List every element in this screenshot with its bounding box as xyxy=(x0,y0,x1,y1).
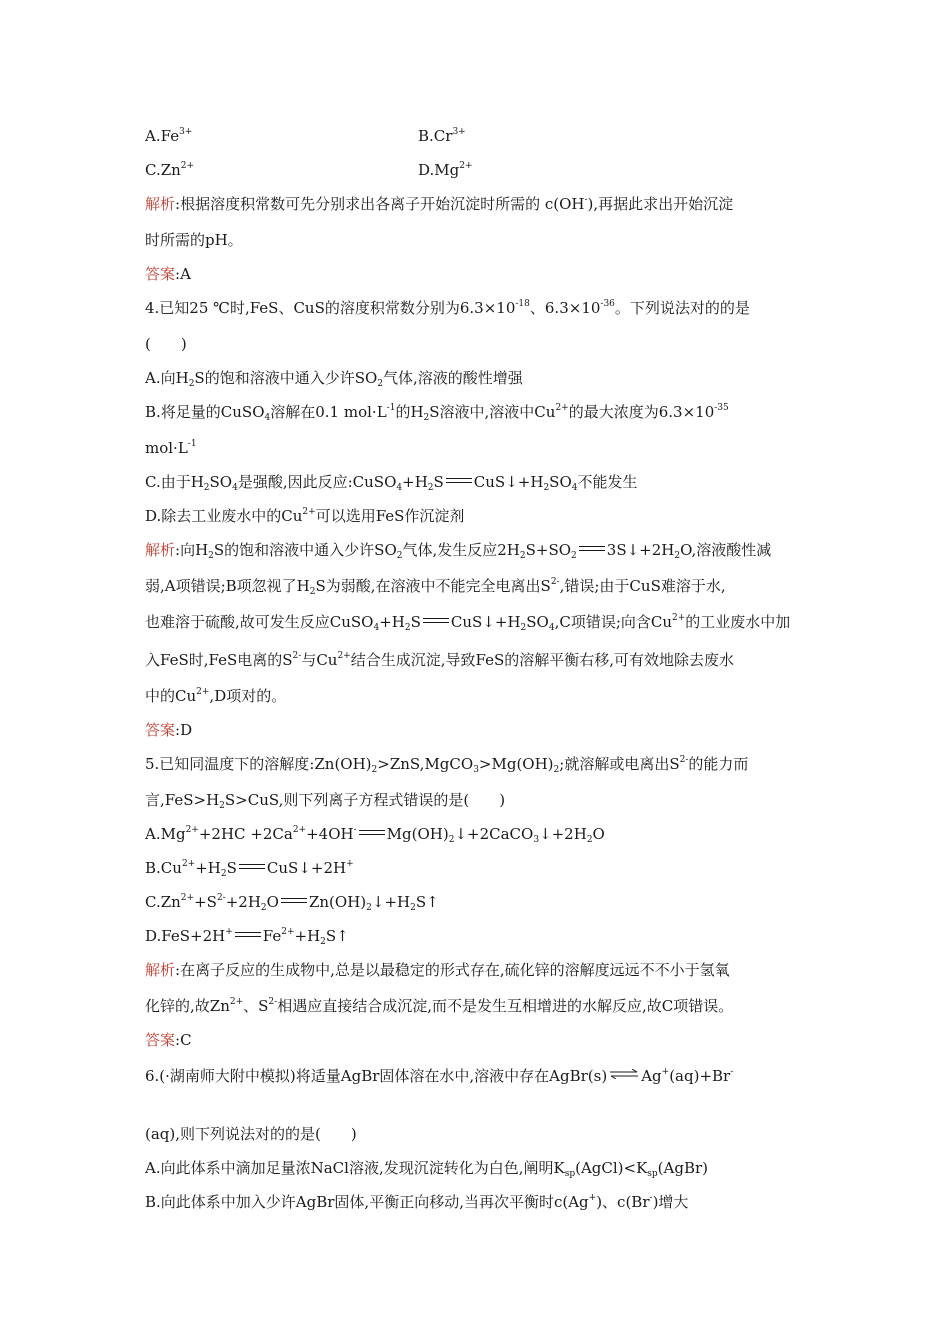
equals-sign-icon xyxy=(423,618,449,623)
q4-option-b-line-2: $mol\cdot L^{-1}$ xyxy=(145,439,197,457)
q3-options-row-2 xyxy=(145,158,815,182)
q3-analysis-line-2: 时所需的pH。 xyxy=(145,231,243,249)
q4-answer: 答案:D xyxy=(145,721,193,739)
q5-option-a: $A.Mg^{2+}+2HC +2Ca^{2+}+4OH^-$ $Mg(OH)_2↓+2CaCO_3↓+2H_2O$ xyxy=(145,825,605,845)
q5-option-c: $C.Zn^{2+}+S^{2-}+2H_2O$ $Zn(OH)_2↓+H_2S↑$ xyxy=(145,893,439,913)
analysis-label: 解析 xyxy=(145,195,176,213)
q4-analysis-line-2: 弱,A项错误;B项忽视了$H_2S$为弱酸,在溶液中不能完全电离出$S^{2-}$,错误;由于CuS难溶于水, xyxy=(145,577,726,597)
q5-analysis-line-2: 化锌的,故$Zn^{2+}$、$S^{2-}$相遇应直接结合成沉淀,而不是发生互相增进的水解反应,故C项错误。 xyxy=(145,997,734,1015)
q4-analysis-line-3: 也难溶于硫酸,故可发生反应$CuSO_4+H_2S$ $CuS↓+H_2SO_4,C$项错误;向含$Cu^{2+}$的工业废水中加 xyxy=(145,613,791,633)
reversible-arrow-icon xyxy=(609,1069,639,1079)
q4-stem-line-2: ( ) xyxy=(145,335,187,353)
q5-option-d: D.FeS+2H+ $Fe^{2+}+H_2S↑$ xyxy=(145,927,349,947)
q5-option-b: $B.Cu^{2+}+H_2S$ CuS↓+2H+ xyxy=(145,859,354,879)
answer-label: 答案 xyxy=(145,265,176,283)
q5-stem-line-1: 5.已知同温度下的溶解度$:Zn(OH)_2>ZnS,MgCO_3>Mg(OH)_2$;就溶解或电离出$S^{2-}$的能力而 xyxy=(145,755,749,775)
answer-label: 答案 xyxy=(145,721,176,739)
equals-sign-icon xyxy=(281,898,307,903)
equals-sign-icon xyxy=(235,932,261,937)
equals-sign-icon xyxy=(359,830,385,835)
q4-option-a: A.向$H_2S$的饱和溶液中通入少许$SO_2$气体,溶液的酸性增强 xyxy=(145,369,523,389)
q4-analysis-line-1: 解析:向$H_2S$的饱和溶液中通入少许$SO_2$气体,发生反应$2H_2S+SO_2$ $3S↓+2H_2O$,溶液酸性减 xyxy=(145,541,772,561)
equals-sign-icon xyxy=(579,546,605,551)
q6-stem-line-1: 6.(·湖南师大附中模拟)将适量AgBr固体溶在水中,溶液中存在AgBr(s) Ag+(aq)+Br- xyxy=(145,1067,734,1085)
q3-option-a: $A.Fe^{3+}$ xyxy=(145,127,193,145)
q4-option-d: D.除去工业废水中的$Cu^{2+}$可以选用FeS作沉淀剂 xyxy=(145,507,465,525)
q6-option-b: B.向此体系中加入少许AgBr固体,平衡正向移动,当再次平衡时c(Ag+)、c(Br-)增大 xyxy=(145,1193,689,1211)
q4-analysis-line-5: 中的$Cu^{2+},D$项对的。 xyxy=(145,687,287,705)
analysis-label: 解析 xyxy=(145,961,176,979)
q4-option-b-line-1: B.将足量的CuSO$_4$溶解在0.1 $mol\cdot L^{-1}$的$H_2S$溶液中,溶液中$Cu^{2+}$的最大浓度为$6.3\times 10^{-35}$ xyxy=(145,403,729,423)
analysis-label: 解析 xyxy=(145,541,176,559)
q3-option-d: $D.Mg^{2+}$ xyxy=(418,161,473,179)
q6-stem-line-2: (aq),则下列说法对的的是( ) xyxy=(145,1125,357,1143)
q3-analysis-line-1: 解析:根据溶度积常数可先分别求出各离子开始沉淀时所需的 c(OH-),再据此求出开始沉淀 xyxy=(145,195,734,213)
q6-option-a: A.向此体系中滴加足量浓NaCl溶液,发现沉淀转化为白色,阐明$K_{sp}(AgCl)<K_{sp}(AgBr)$ xyxy=(145,1159,709,1179)
q4-stem-line-1: 4.已知25 ℃时,FeS、CuS的溶度积常数分别为$6.3\times 10^{-18}$、$6.3\times 10^{-36}$。下列说法对的的是 xyxy=(145,299,750,317)
q3-option-b: $B.Cr^{3+}$ xyxy=(418,127,466,145)
answer-label: 答案 xyxy=(145,1031,176,1049)
q5-analysis-line-1: 解析:在离子反应的生成物中,总是以最稳定的形式存在,硫化锌的溶解度远远不不小于氢氧 xyxy=(145,961,730,979)
equals-sign-icon xyxy=(446,478,472,483)
q3-option-c: $C.Zn^{2+}$ xyxy=(145,161,195,179)
q4-option-c: C.由于$H_2SO_4$是强酸,因此反应$:CuSO_4+H_2S$ $CuS↓+H_2SO_4$不能发生 xyxy=(145,473,638,493)
q4-analysis-line-4: 入FeS时,FeS电离的$S^{2-}$与$Cu^{2+}$结合生成沉淀,导致FeS的溶解平衡右移,可有效地除去废水 xyxy=(145,651,735,669)
equals-sign-icon xyxy=(239,864,265,869)
q3-answer: 答案:A xyxy=(145,265,191,283)
q3-options-row-1 xyxy=(145,124,815,148)
q5-stem-line-2: 言$,FeS>H_2S>CuS$,则下列离子方程式错误的是( ) xyxy=(145,791,506,811)
q5-answer: 答案:C xyxy=(145,1031,192,1049)
